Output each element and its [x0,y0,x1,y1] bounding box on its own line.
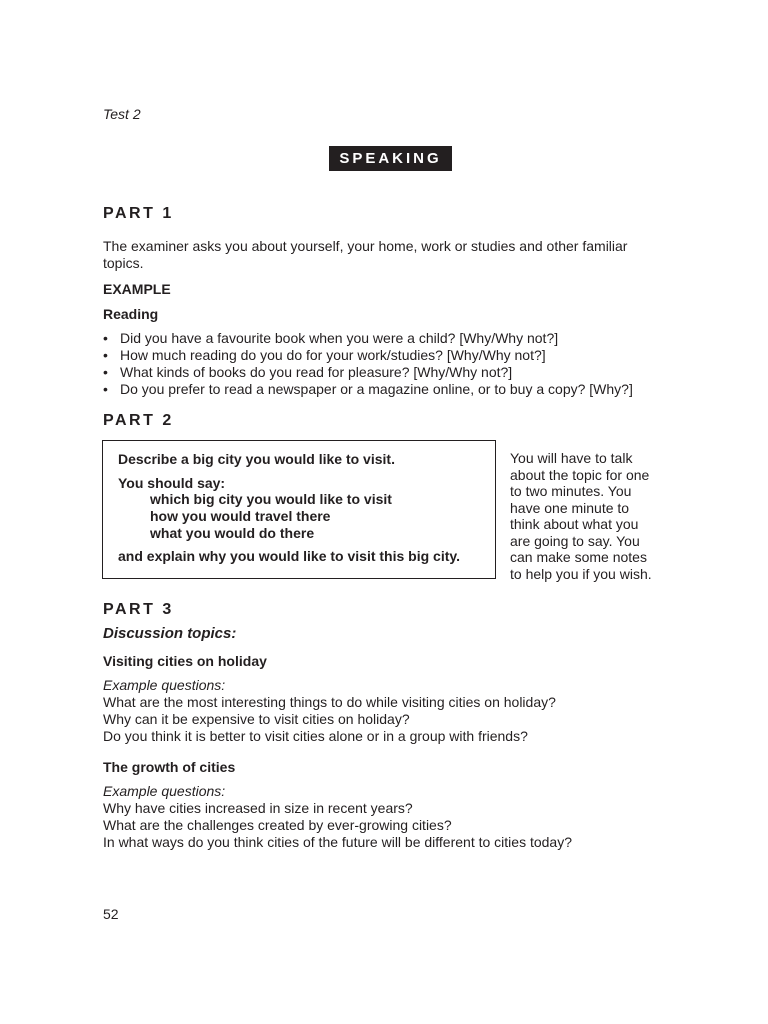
question-text: What kinds of books do you read for pleasure? [Why/Why not?] [120,364,513,380]
test-label: Test 2 [103,106,141,122]
instruction-line: about the topic for one [510,466,650,483]
instruction-line: You will have to talk [510,450,633,466]
example-questions-label: Example questions: [103,783,226,799]
part1-topic: Reading [103,306,159,322]
cue-card [102,440,496,579]
instruction-line: can make some notes [510,549,647,565]
list-item [103,330,683,347]
cue-card-task: Describe a big city you would like to visit. [118,451,395,467]
part1-example-label: EXAMPLE [103,281,171,297]
list-item [103,347,683,364]
section-badge: SPEAKING [329,146,452,171]
topic-heading: The growth of cities [103,759,236,775]
topic-heading: Visiting cities on holiday [103,653,267,669]
part1-title: PART 1 [103,205,174,222]
part2-title: PART 2 [103,412,174,429]
question-text: How much reading do you do for your work/studies? [Why/Why not?] [120,347,546,363]
question-text: Did you have a favourite book when you were a child? [Why/Why not?] [120,330,559,346]
question-text: Why have cities increased in size in recent years? [103,800,413,816]
part1-question-list [103,330,683,398]
bullet-icon: • [103,330,108,346]
question-text: What are the most interesting things to do while visiting cities on holiday? [103,694,556,710]
page-number: 52 [103,906,119,922]
part3-title: PART 3 [103,601,174,618]
instruction-line: have one minute to [510,499,630,516]
bullet-icon: • [103,347,108,363]
example-questions-label: Example questions: [103,677,226,693]
cue-card-point: what you would do there [150,525,315,541]
bullet-icon: • [103,364,108,380]
topic-questions [103,783,703,851]
question-text: Do you prefer to read a newspaper or a magazine online, or to buy a copy? [Why?] [120,381,633,397]
question-text: Why can it be expensive to visit cities on holiday? [103,711,410,727]
instruction-line: think about what you [510,516,639,532]
instruction-line: to help you if you wish. [510,565,652,582]
topic-questions [103,677,703,745]
instruction-line: to two minutes. You [510,483,632,499]
cue-card-should-say: You should say: [118,475,226,491]
cue-card-point: which big city you would like to visit [150,491,392,507]
question-text: Do you think it is better to visit cities alone or in a group with friends? [103,728,528,744]
part1-intro: The examiner asks you about yourself, your home, work or studies and other familiar topics. [103,238,628,271]
list-item [103,381,683,398]
list-item [103,364,683,381]
cue-card-point: how you would travel there [150,508,331,524]
part2-instructions [510,450,670,582]
question-text: In what ways do you think cities of the future will be different to cities today? [103,834,572,850]
discussion-label: Discussion topics: [103,625,237,642]
cue-card-conclusion: and explain why you would like to visit this big city. [118,548,461,564]
bullet-icon: • [103,381,108,397]
question-text: What are the challenges created by ever-growing cities? [103,817,452,833]
instruction-line: are going to say. You [510,532,640,549]
